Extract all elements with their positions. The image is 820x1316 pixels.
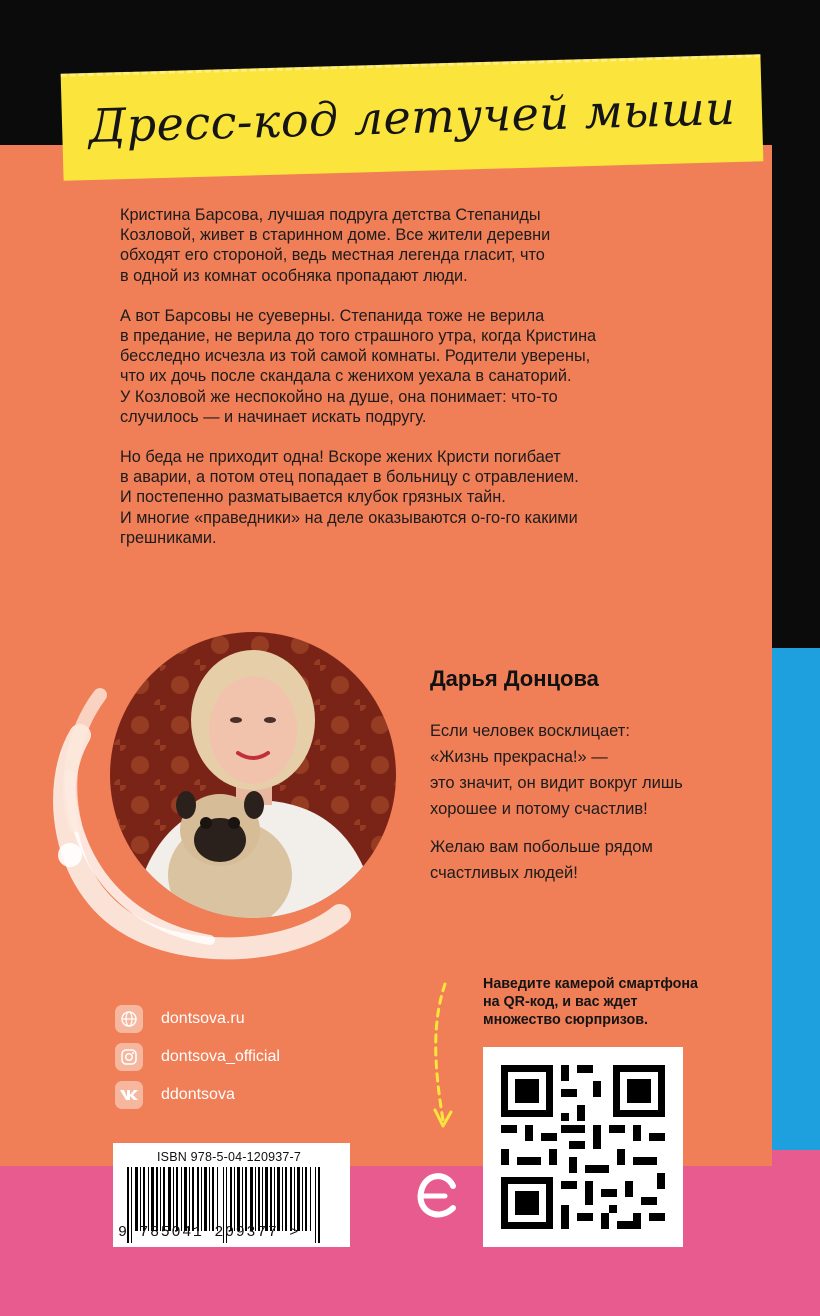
social-link-instagram[interactable] <box>115 1038 280 1076</box>
author-photo-illustration <box>40 625 400 965</box>
vk-icon <box>115 1081 143 1109</box>
social-link-label: dontsova.ru <box>161 1010 245 1027</box>
social-links <box>115 1000 280 1114</box>
orange-panel-edge <box>752 145 772 1166</box>
publisher-logo <box>413 1162 465 1228</box>
globe-icon <box>115 1005 143 1033</box>
author-quote: Если человек восклицает: «Жизнь прекрасна!» — это значит, он видит вокруг лишь хорошее и потому счастлив! <box>430 722 683 818</box>
social-link-label: dontsova_official <box>161 1048 280 1065</box>
qr-caption: Наведите камерой смартфона на QR-код, и вас ждет множество сюрпризов. <box>483 976 698 1028</box>
social-link-vk[interactable] <box>115 1076 280 1114</box>
author-wish: Желаю вам побольше рядом счастливых людей! <box>430 838 653 882</box>
social-link-website[interactable] <box>115 1000 280 1038</box>
isbn-number: ISBN 978-5-04-120937-7 <box>157 1150 302 1164</box>
qr-code-graphic <box>483 1047 683 1247</box>
synopsis-paragraph: Но беда не приходит одна! Вскоре жених Кристи погибает в аварии, а потом отец попадает в больницу с отравлением. И постепенно разматывается клубок грязных тайн. И многие «праведники» на деле оказываются о-го-го какими грешниками. <box>120 448 579 547</box>
instagram-icon <box>115 1043 143 1071</box>
book-title: Дресс-код летучей мыши <box>87 80 737 154</box>
author-photo <box>40 625 400 965</box>
barcode-digits: 9 785041 209377 > <box>118 1224 300 1241</box>
synopsis <box>120 205 720 568</box>
social-link-label: ddontsova <box>161 1086 235 1103</box>
synopsis-paragraph: Кристина Барсова, лучшая подруга детства Степаниды Козловой, живет в старинном доме. Все жители деревни обходят его стороной, ведь местная легенда гласит, что в одной из комнат особняка пропадают люди. <box>120 206 551 285</box>
author-name: Дарья Донцова <box>430 666 599 691</box>
dashed-arrow <box>425 980 465 1140</box>
synopsis-paragraph: А вот Барсовы не суеверны. Степанида тоже не верила в предание, не верила до того страшного утра, когда Кристина бесследно исчезла из той самой комнаты. Родители уверены, что их дочь после скандала с женихом уехала в санаторий. У Козловой же неспокойно на душе, она понимает: что-то случилось — и начинает искать подругу. <box>120 306 597 426</box>
qr-code[interactable] <box>483 1047 683 1247</box>
